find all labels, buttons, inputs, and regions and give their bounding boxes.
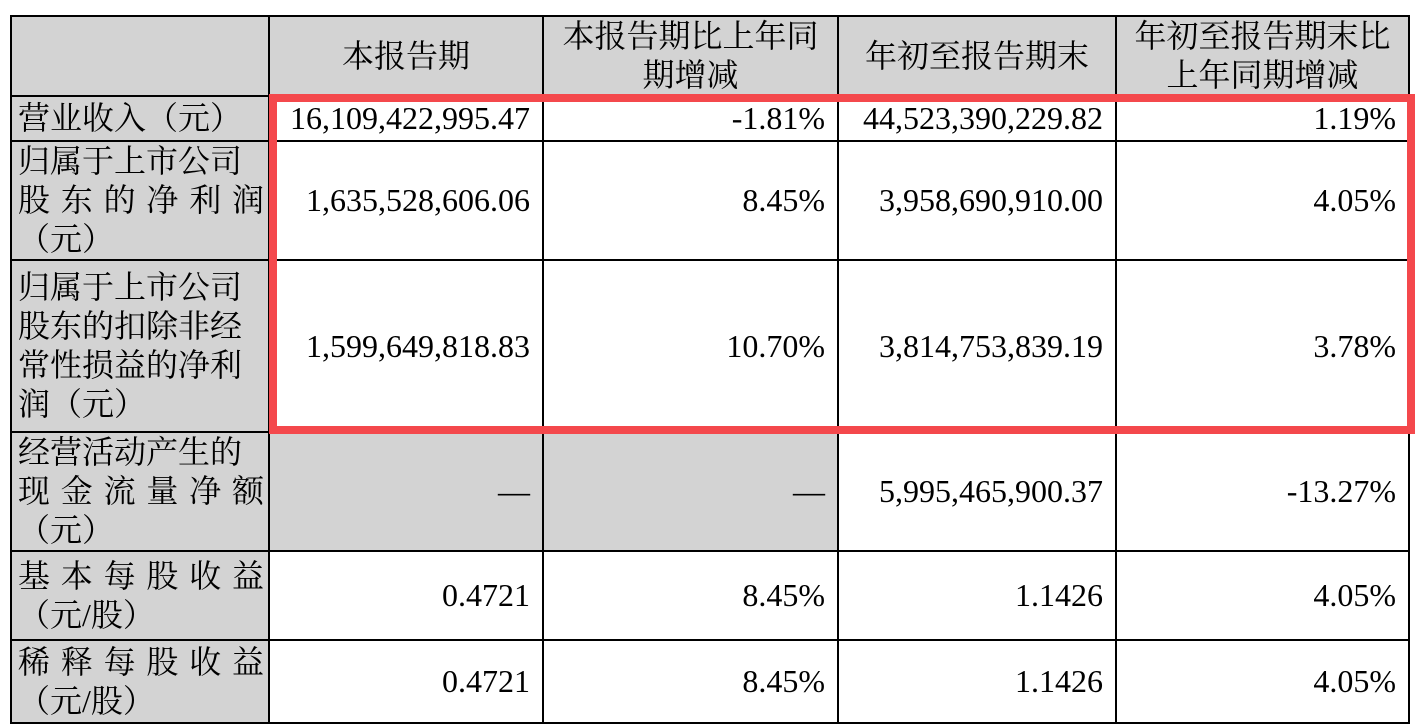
row-label-5 bbox=[11, 640, 269, 723]
row-label-line: （元） bbox=[18, 221, 115, 257]
row-label-line: （元/股） bbox=[18, 596, 155, 633]
header-line: 年初至报告期末比 bbox=[1134, 18, 1391, 54]
value-cell-r5-c0: 0.4721 bbox=[269, 640, 543, 723]
value-cell-r4-c2: 1.1426 bbox=[838, 551, 1116, 640]
value-cell-r3-c1: — bbox=[543, 432, 838, 551]
table-row bbox=[11, 640, 1409, 723]
row-label-line: 营业收入（元） bbox=[18, 100, 243, 136]
value-cell-r2-c0: 1,599,649,818.83 bbox=[269, 260, 543, 432]
row-label-line: 股东的净利润 bbox=[18, 182, 264, 218]
row-label-line: 归属于上市公司 bbox=[18, 269, 243, 305]
value-cell-r2-c3: 3.78% bbox=[1116, 260, 1409, 432]
header-line: 上年同期增减 bbox=[1166, 57, 1359, 93]
value-cell-r0-c2: 44,523,390,229.82 bbox=[838, 96, 1116, 141]
row-label-3 bbox=[11, 432, 269, 551]
header-cell-2 bbox=[543, 16, 838, 96]
table-row bbox=[11, 260, 1409, 432]
value-cell-r4-c3: 4.05% bbox=[1116, 551, 1409, 640]
row-label-line: 现金流量净额 bbox=[18, 473, 264, 509]
header-line: 年初至报告期末 bbox=[864, 37, 1089, 74]
row-label-line: 润（元） bbox=[18, 386, 147, 422]
table-header bbox=[11, 16, 1409, 96]
header-cell-4 bbox=[1116, 16, 1409, 96]
value-cell-r1-c0: 1,635,528,606.06 bbox=[269, 141, 543, 260]
value-cell-r4-c0: 0.4721 bbox=[269, 551, 543, 640]
header-line: 本报告期比上年同 bbox=[562, 18, 819, 54]
table-row bbox=[11, 96, 1409, 141]
value-cell-r0-c3: 1.19% bbox=[1116, 96, 1409, 141]
row-label-line: （元/股） bbox=[18, 682, 155, 719]
row-label-line: （元） bbox=[18, 512, 115, 548]
row-label-4 bbox=[11, 551, 269, 640]
value-cell-r5-c3: 4.05% bbox=[1116, 640, 1409, 723]
table-row bbox=[11, 432, 1409, 551]
header-line: 本报告期 bbox=[341, 37, 470, 74]
value-cell-r5-c1: 8.45% bbox=[543, 640, 838, 723]
row-label-line: 稀释每股收益 bbox=[18, 643, 264, 680]
value-cell-r1-c3: 4.05% bbox=[1116, 141, 1409, 260]
row-label-line: 常性损益的净利 bbox=[18, 347, 243, 383]
table-body bbox=[11, 96, 1409, 723]
header-cell-3 bbox=[838, 16, 1116, 96]
table-row bbox=[11, 551, 1409, 640]
header-cell-0 bbox=[11, 16, 269, 96]
row-label-1 bbox=[11, 141, 269, 260]
value-cell-r3-c3: -13.27% bbox=[1116, 432, 1409, 551]
value-cell-r5-c2: 1.1426 bbox=[838, 640, 1116, 723]
value-cell-r1-c2: 3,958,690,910.00 bbox=[838, 141, 1116, 260]
value-cell-r2-c2: 3,814,753,839.19 bbox=[838, 260, 1116, 432]
value-cell-r0-c1: -1.81% bbox=[543, 96, 838, 141]
header-line: 期增减 bbox=[642, 57, 739, 93]
row-label-0 bbox=[11, 96, 269, 141]
row-label-line: 基本每股收益 bbox=[18, 557, 264, 594]
value-cell-r3-c2: 5,995,465,900.37 bbox=[838, 432, 1116, 551]
row-label-line: 归属于上市公司 bbox=[18, 143, 243, 179]
row-label-line: 股东的扣除非经 bbox=[18, 308, 243, 344]
row-label-line: 经营活动产生的 bbox=[18, 434, 243, 470]
row-label-2 bbox=[11, 260, 269, 432]
value-cell-r1-c1: 8.45% bbox=[543, 141, 838, 260]
value-cell-r0-c0: 16,109,422,995.47 bbox=[269, 96, 543, 141]
header-cell-1 bbox=[269, 16, 543, 96]
financial-summary-table bbox=[10, 15, 1410, 724]
value-cell-r4-c1: 8.45% bbox=[543, 551, 838, 640]
value-cell-r3-c0: — bbox=[269, 432, 543, 551]
table-row bbox=[11, 141, 1409, 260]
value-cell-r2-c1: 10.70% bbox=[543, 260, 838, 432]
